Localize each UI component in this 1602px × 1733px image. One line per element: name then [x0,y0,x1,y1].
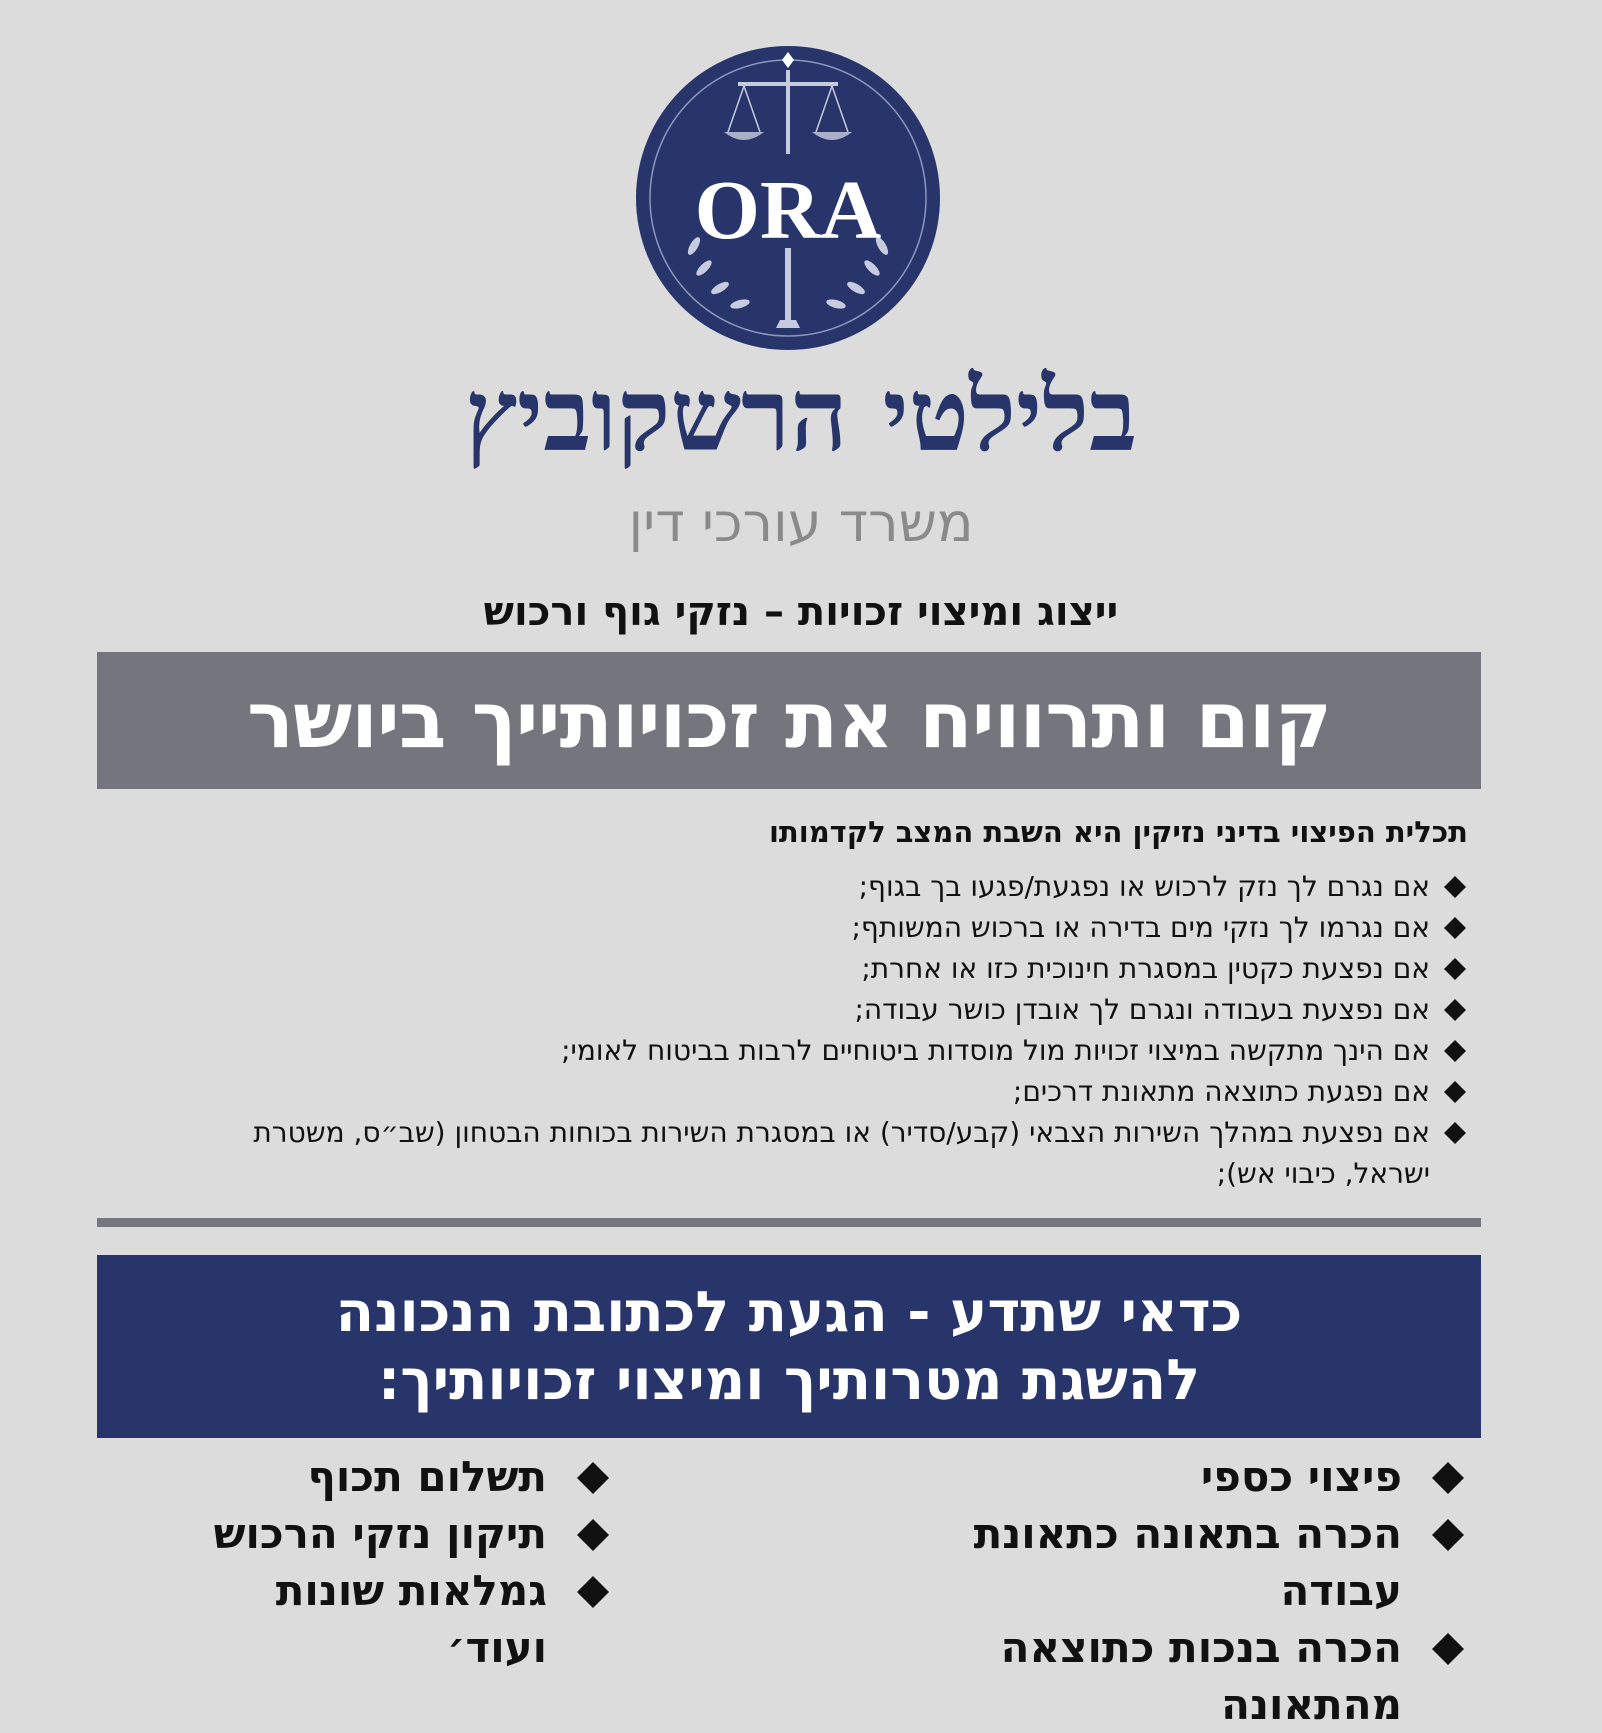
cta-banner [97,1255,1481,1438]
diamond-bullet-icon [1432,1519,1464,1551]
benefits-list-left [197,1448,617,1676]
diamond-bullet-icon [1444,876,1466,898]
list-item: אם נגרמו לך נזקי מים בדירה או ברכוש המשותף; [220,907,1470,948]
diamond-bullet-icon [1444,958,1466,980]
list-item: אם נפצעת במהלך השירות הצבאי (קבע/סדיר) או במסגרת השירות בכוחות הבטחון (שב״ס, משטרת ישראל, כיבוי אש); [220,1112,1470,1194]
diamond-bullet-icon [577,1462,609,1494]
diamond-bullet-icon [1444,1040,1466,1062]
diamond-bullet-icon [1444,1081,1466,1103]
firm-name: בלילטי הרשקוביץ [464,356,1138,474]
cases-list [220,866,1470,1194]
list-item: אם נפצעת בעבודה ונגרם לך אובדן כושר עבודה; [220,989,1470,1030]
list-item: אם נפצעת כקטין במסגרת חינוכית כזו או אחרת; [220,948,1470,989]
list-item: הכרה בתאונה כתאונת עבודה [872,1505,1472,1619]
section-divider [97,1218,1481,1227]
ora-logo-seal [636,46,940,350]
diamond-bullet-icon [1432,1462,1464,1494]
headline-text: קום ותרוויח את זכויותייך ביושר [247,675,1331,766]
list-item: אם הינך מתקשה במיצוי זכויות מול מוסדות ביטוחיים לרבות בביטוח לאומי; [220,1030,1470,1071]
benefits-list-right [872,1448,1472,1733]
list-item: גמלאות שונות ועוד׳ [197,1562,617,1676]
list-item: הכרה בנכות כתוצאה מהתאונה [872,1619,1472,1733]
diamond-bullet-icon [1444,1122,1466,1144]
list-item: תשלום תכוף [197,1448,617,1505]
list-item: פיצוי כספי [872,1448,1472,1505]
headline-banner [97,652,1481,789]
diamond-bullet-icon [1444,999,1466,1021]
diamond-bullet-icon [577,1519,609,1551]
list-item: אם נפגעת כתוצאה מתאונת דרכים; [220,1071,1470,1112]
logo-text: ORA [694,164,882,257]
tagline: ייצוג ומיצוי זכויות – נזקי גוף ורכוש [483,589,1119,635]
list-item: תיקון נזקי הרכוש [197,1505,617,1562]
cta-line-1: כדאי שתדע - הגעת לכתובת הנכונה [335,1279,1243,1345]
list-item: אם נגרם לך נזק לרכוש או נפגעת/פגעו בך בגוף; [220,866,1470,907]
diamond-bullet-icon [1432,1633,1464,1665]
purpose-statement: תכלית הפיצוי בדיני נזיקין היא השבת המצב לקדמותו [768,815,1468,849]
firm-subtitle: משרד עורכי דין [628,491,974,554]
cta-line-2: להשגת מטרותיך ומיצוי זכויותיך: [377,1347,1201,1413]
diamond-bullet-icon [577,1576,609,1608]
diamond-bullet-icon [1444,917,1466,939]
